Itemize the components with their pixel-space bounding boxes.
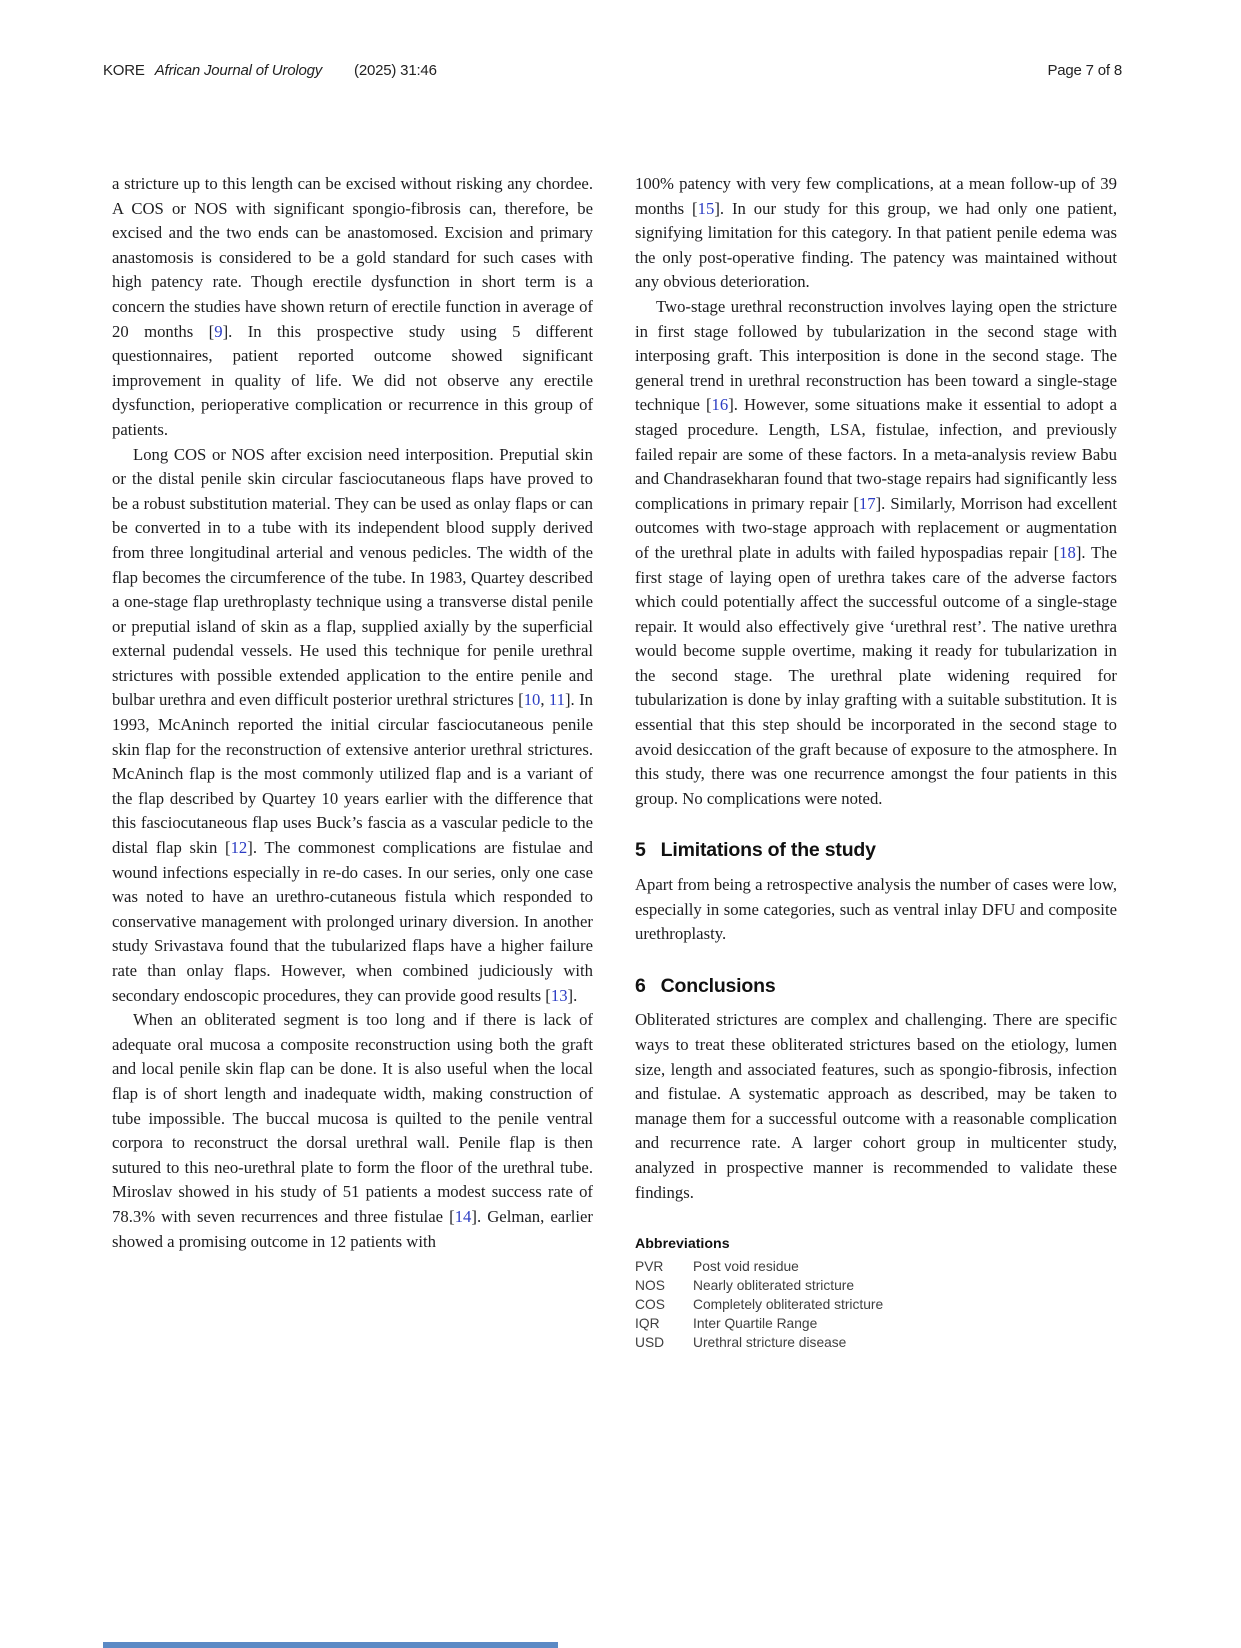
citation-link[interactable]: 18 bbox=[1059, 542, 1076, 562]
section-number: 5 bbox=[635, 839, 646, 862]
abbreviation-term: IQR bbox=[635, 1316, 660, 1332]
citation-link[interactable]: 9 bbox=[214, 321, 223, 341]
publisher-name: KORE bbox=[103, 62, 145, 79]
abbreviation-term: USD bbox=[635, 1335, 665, 1351]
footer-accent-bar bbox=[103, 1642, 558, 1648]
abbreviation-item bbox=[635, 1276, 1117, 1295]
right-column bbox=[635, 172, 1117, 1352]
abbreviation-item bbox=[635, 1314, 1117, 1333]
paragraph-flaps: Long COS or NOS after excision need interposition. Preputial skin or the distal penile skin circular fasciocutaneous flaps have proved to be a robust substitution material. They can be used as onlay flaps or can be converted in to a tube with its independent blood supply derived from three longitudinal arterial and venous pedicles. The width of the flap becomes the circumference of the tube. In 1983, Quartey described a one-stage flap urethroplasty technique using a transverse distal penile or preputial island of skin as a flap, supplied axially by the superficial external pudendal vessels. He used this technique for penile urethral strictures with possible extended application to the entire penile and bulbar urethra and even difficult posterior urethral strictures [10, 11]. In 1993, McAninch reported the initial circular fasciocutaneous penile skin flap for the reconstruction of extensive anterior urethral strictures. McAninch flap is the most commonly utilized flap and is a variant of the flap described by Quartey 10 years earlier with the difference that this fasciocutaneous flap uses Buck’s fascia as a vascular pedicle to the distal flap skin [12]. The commonest complications are fistulae and wound infections especially in re-do cases. In our series, only one case was noted to have an urethro-cutaneous fistula which responded to conservative management with prolonged urinary diversion. In another study Srivastava found that the tubularized flaps have a higher failure rate than onlay flaps. However, when combined judiciously with secondary endoscopic procedures, they can provide good results [13]. bbox=[112, 444, 593, 1005]
page-number: Page 7 of 8 bbox=[1047, 62, 1122, 79]
section-number: 6 bbox=[635, 974, 646, 997]
abbreviation-definition: Urethral stricture disease bbox=[693, 1335, 847, 1351]
paragraph-two-stage: Two-stage urethral reconstruction involves laying open the stricture in first stage followed by tubularization in the second stage with interposing graft. This interposition is done in the second stage. The general trend in urethral reconstruction has been toward a single-stage technique [16]. However, some situations make it essential to adopt a staged procedure. Length, LSA, fistulae, infection, and previously failed repair are some of these factors. In a meta-analysis review Babu and Chandrasekharan found that two-stage repairs had significantly less complications in primary repair [17]. Similarly, Morrison had excellent outcomes with two-stage approach with replacement or augmentation of the urethral plate in adults with failed hypospadias repair [18]. The first stage of laying open of urethra takes care of the adverse factors which could potentially affect the successful outcome of a single-stage repair. It would also effectively give ‘urethral rest’. The native urethra would become supple overtime, making it ready for tubularization in the second stage. The urethral plate widening required for tubularization is done by inlay grafting with a suitable substitution. It is essential that this step should be incorporated in the second stage to avoid desiccation of the graft because of exposure to the atmosphere. In this study, there was one recurrence amongst the four patients in this group. No complications were noted. bbox=[635, 296, 1117, 808]
citation-link[interactable]: 15 bbox=[697, 198, 715, 218]
citation-link[interactable]: 16 bbox=[711, 395, 729, 415]
paragraph-patency: 100% patency with very few complications, at a mean follow-up of 39 months [15]. In our study for this group, we had only one patient, signifying limitation for this category. In that patient penile edema was the only post-operative finding. The patency was maintained without any obvious deterioration. bbox=[635, 174, 1117, 292]
abbreviation-item bbox=[635, 1295, 1117, 1314]
abbreviation-definition: Post void residue bbox=[693, 1259, 799, 1275]
citation-link[interactable]: 11 bbox=[548, 690, 565, 710]
citation-link[interactable]: 14 bbox=[454, 1206, 472, 1226]
section-title: Conclusions bbox=[660, 974, 776, 997]
left-column bbox=[112, 172, 593, 1254]
paragraph-limitations: Apart from being a retrospective analysis the number of cases were low, especially in some categories, such as ventral inlay DFU and composite urethroplasty. bbox=[635, 875, 1117, 944]
abbreviation-definition: Completely obliterated stricture bbox=[693, 1297, 884, 1313]
citation-link[interactable]: 12 bbox=[230, 838, 248, 858]
section-heading-limitations bbox=[635, 838, 1117, 863]
paragraph-composite: When an obliterated segment is too long and if there is lack of adequate oral mucosa a composite reconstruction using both the graft and local penile skin flap can be done. It is also useful when the local flap is of short length and inadequate width, making construction of tube impossible. The buccal mucosa is quilted to the penile ventral corpora to reconstruct the dorsal urethral wall. Penile flap is then sutured to this neo-urethral plate to form the floor of the urethral tube. Miroslav showed in his study of 51 patients a modest success rate of 78.3% with seven recurrences and three fistulae [14]. Gelman, earlier showed a promising outcome in 12 patients with bbox=[112, 1010, 593, 1251]
paragraph-excision: a stricture up to this length can be excised without risking any chordee. A COS or NOS with significant spongio-fibrosis can, therefore, be excised and the two ends can be anastomosed. Excision and primary anastomosis is considered to be a gold standard for such cases with high patency rate. Though erectile dysfunction in short term is a concern the studies have shown return of erectile function in average of 20 months [9]. In this prospective study using 5 different questionnaires, patient reported outcome showed significant improvement in quality of life. We did not observe any erectile dysfunction, perioperative complication or recurrence in this group of patients. bbox=[112, 174, 593, 439]
abbreviation-definition: Inter Quartile Range bbox=[693, 1316, 818, 1332]
abbreviations-list bbox=[635, 1257, 1117, 1352]
abbreviation-term: PVR bbox=[635, 1259, 664, 1275]
paragraph-conclusions: Obliterated strictures are complex and challenging. There are specific ways to treat these obliterated strictures based on the etiology, lumen size, length and associated features, such as spongio-fibrosis, infection and fistulae. A systematic approach as described, may be taken to manage them for a successful outcome with a reasonable complication and recurrence rate. A larger cohort group in multicenter study, analyzed in prospective manner is recommended to validate these findings. bbox=[635, 1010, 1117, 1202]
abbreviations-block bbox=[635, 1235, 1117, 1352]
citation-link[interactable]: 17 bbox=[858, 493, 876, 513]
citation-link[interactable]: 13 bbox=[550, 985, 568, 1005]
abbreviation-item bbox=[635, 1257, 1117, 1276]
abbreviation-definition: Nearly obliterated stricture bbox=[693, 1278, 855, 1294]
abbreviation-term: COS bbox=[635, 1297, 665, 1313]
journal-header bbox=[103, 62, 437, 79]
abbreviations-title: Abbreviations bbox=[635, 1236, 730, 1253]
page-header bbox=[103, 62, 1122, 79]
citation-info: (2025) 31:46 bbox=[354, 62, 437, 79]
abbreviation-term: NOS bbox=[635, 1278, 665, 1294]
section-heading-conclusions bbox=[635, 974, 1117, 999]
journal-title: African Journal of Urology bbox=[154, 62, 323, 79]
citation-link[interactable]: 10 bbox=[523, 690, 541, 710]
section-title: Limitations of the study bbox=[660, 839, 876, 862]
abbreviation-item bbox=[635, 1333, 1117, 1352]
